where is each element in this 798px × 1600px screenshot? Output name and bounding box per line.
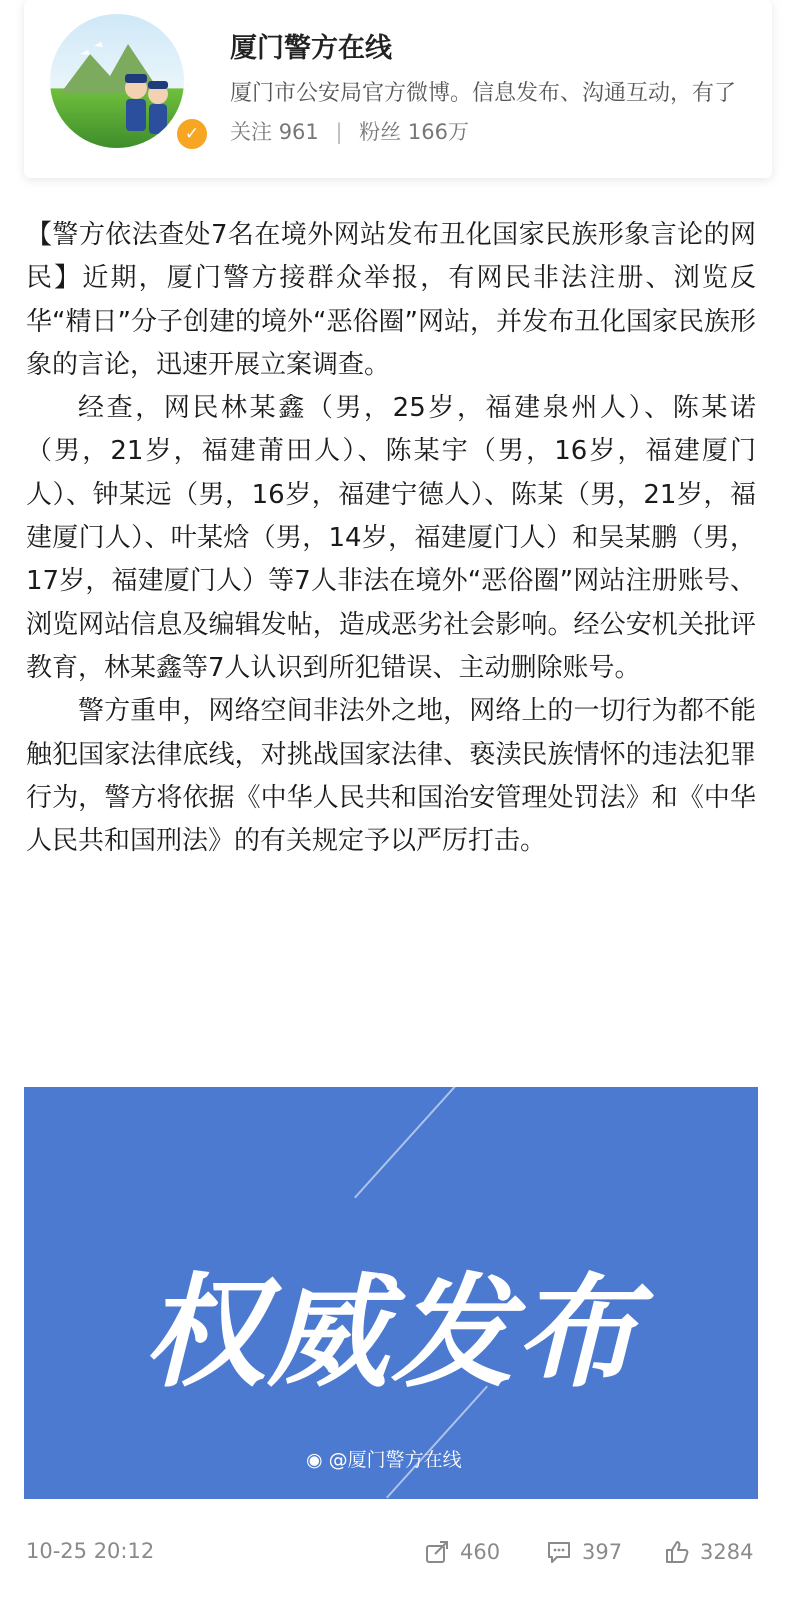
account-card[interactable]	[24, 0, 772, 178]
follow-count[interactable]: 961	[278, 120, 319, 144]
post-paragraph: 【警方依法查处7名在境外网站发布丑化国家民族形象言论的网民】近期，厦门警方接群众举报，有网民非法注册、浏览反华“精日”分子创建的境外“恶俗圈”网站，并发布丑化国家民族形象的言论，迅速开展立案调查。	[26, 220, 756, 380]
fans-count[interactable]: 166万	[407, 120, 470, 144]
watermark-text: @厦门警方在线	[328, 1449, 462, 1471]
comment-count: 397	[582, 1540, 623, 1564]
fans-label: 粉丝	[359, 120, 402, 144]
post-paragraph: 警方重申，网络空间非法外之地，网络上的一切行为都不能触犯国家法律底线，对挑战国家法律、亵渎民族情怀的违法犯罪行为，警方将依据《中华人民共和国治安管理处罚法》和《中华人民共和国刑法》的有关规定予以严厉打击。	[26, 696, 756, 857]
share-count: 460	[460, 1540, 501, 1564]
police-mascot-image	[50, 14, 184, 148]
account-stats	[230, 116, 469, 146]
light-streak	[354, 1087, 456, 1198]
image-watermark	[306, 1445, 462, 1472]
avatar[interactable]	[50, 14, 184, 148]
follow-label: 关注	[230, 120, 272, 144]
thumbs-up-icon	[664, 1539, 690, 1565]
weibo-logo-icon: ◉	[306, 1449, 323, 1471]
share-icon	[424, 1539, 450, 1565]
share-button[interactable]	[424, 1532, 500, 1572]
stats-divider: |	[335, 120, 343, 144]
comment-icon	[546, 1539, 572, 1565]
post-paragraph: 经查，网民林某鑫（男，25岁，福建泉州人）、陈某诺（男，21岁，福建莆田人）、陈某宇（男，16岁，福建厦门人）、钟某远（男，16岁，福建宁德人）、陈某（男，21岁，福建厦门人）、叶某焓（男，14岁，福建厦门人）和吴某鹏（男，17岁，福建厦门人）等7人非法在境外“恶俗圈”网站注册账号、浏览网站信息及编辑发帖，造成恶劣社会影响。经公安机关批评教育，林某鑫等7人认识到所犯错误、主动删除账号。	[26, 393, 756, 683]
post-timestamp: 10-25 20:12	[26, 1539, 155, 1563]
like-count: 3284	[700, 1540, 754, 1564]
verified-check-icon: ✓	[174, 116, 210, 152]
account-name[interactable]: 厦门警方在线	[230, 33, 392, 64]
image-title: 权威发布	[143, 1262, 639, 1404]
like-button[interactable]	[664, 1532, 753, 1572]
comment-button[interactable]	[546, 1532, 622, 1572]
account-description: 厦门市公安局官方微博。信息发布、沟通互动，有了	[230, 81, 737, 106]
post-image[interactable]	[24, 1087, 758, 1499]
post-body	[26, 214, 756, 863]
post-footer	[0, 1532, 798, 1572]
